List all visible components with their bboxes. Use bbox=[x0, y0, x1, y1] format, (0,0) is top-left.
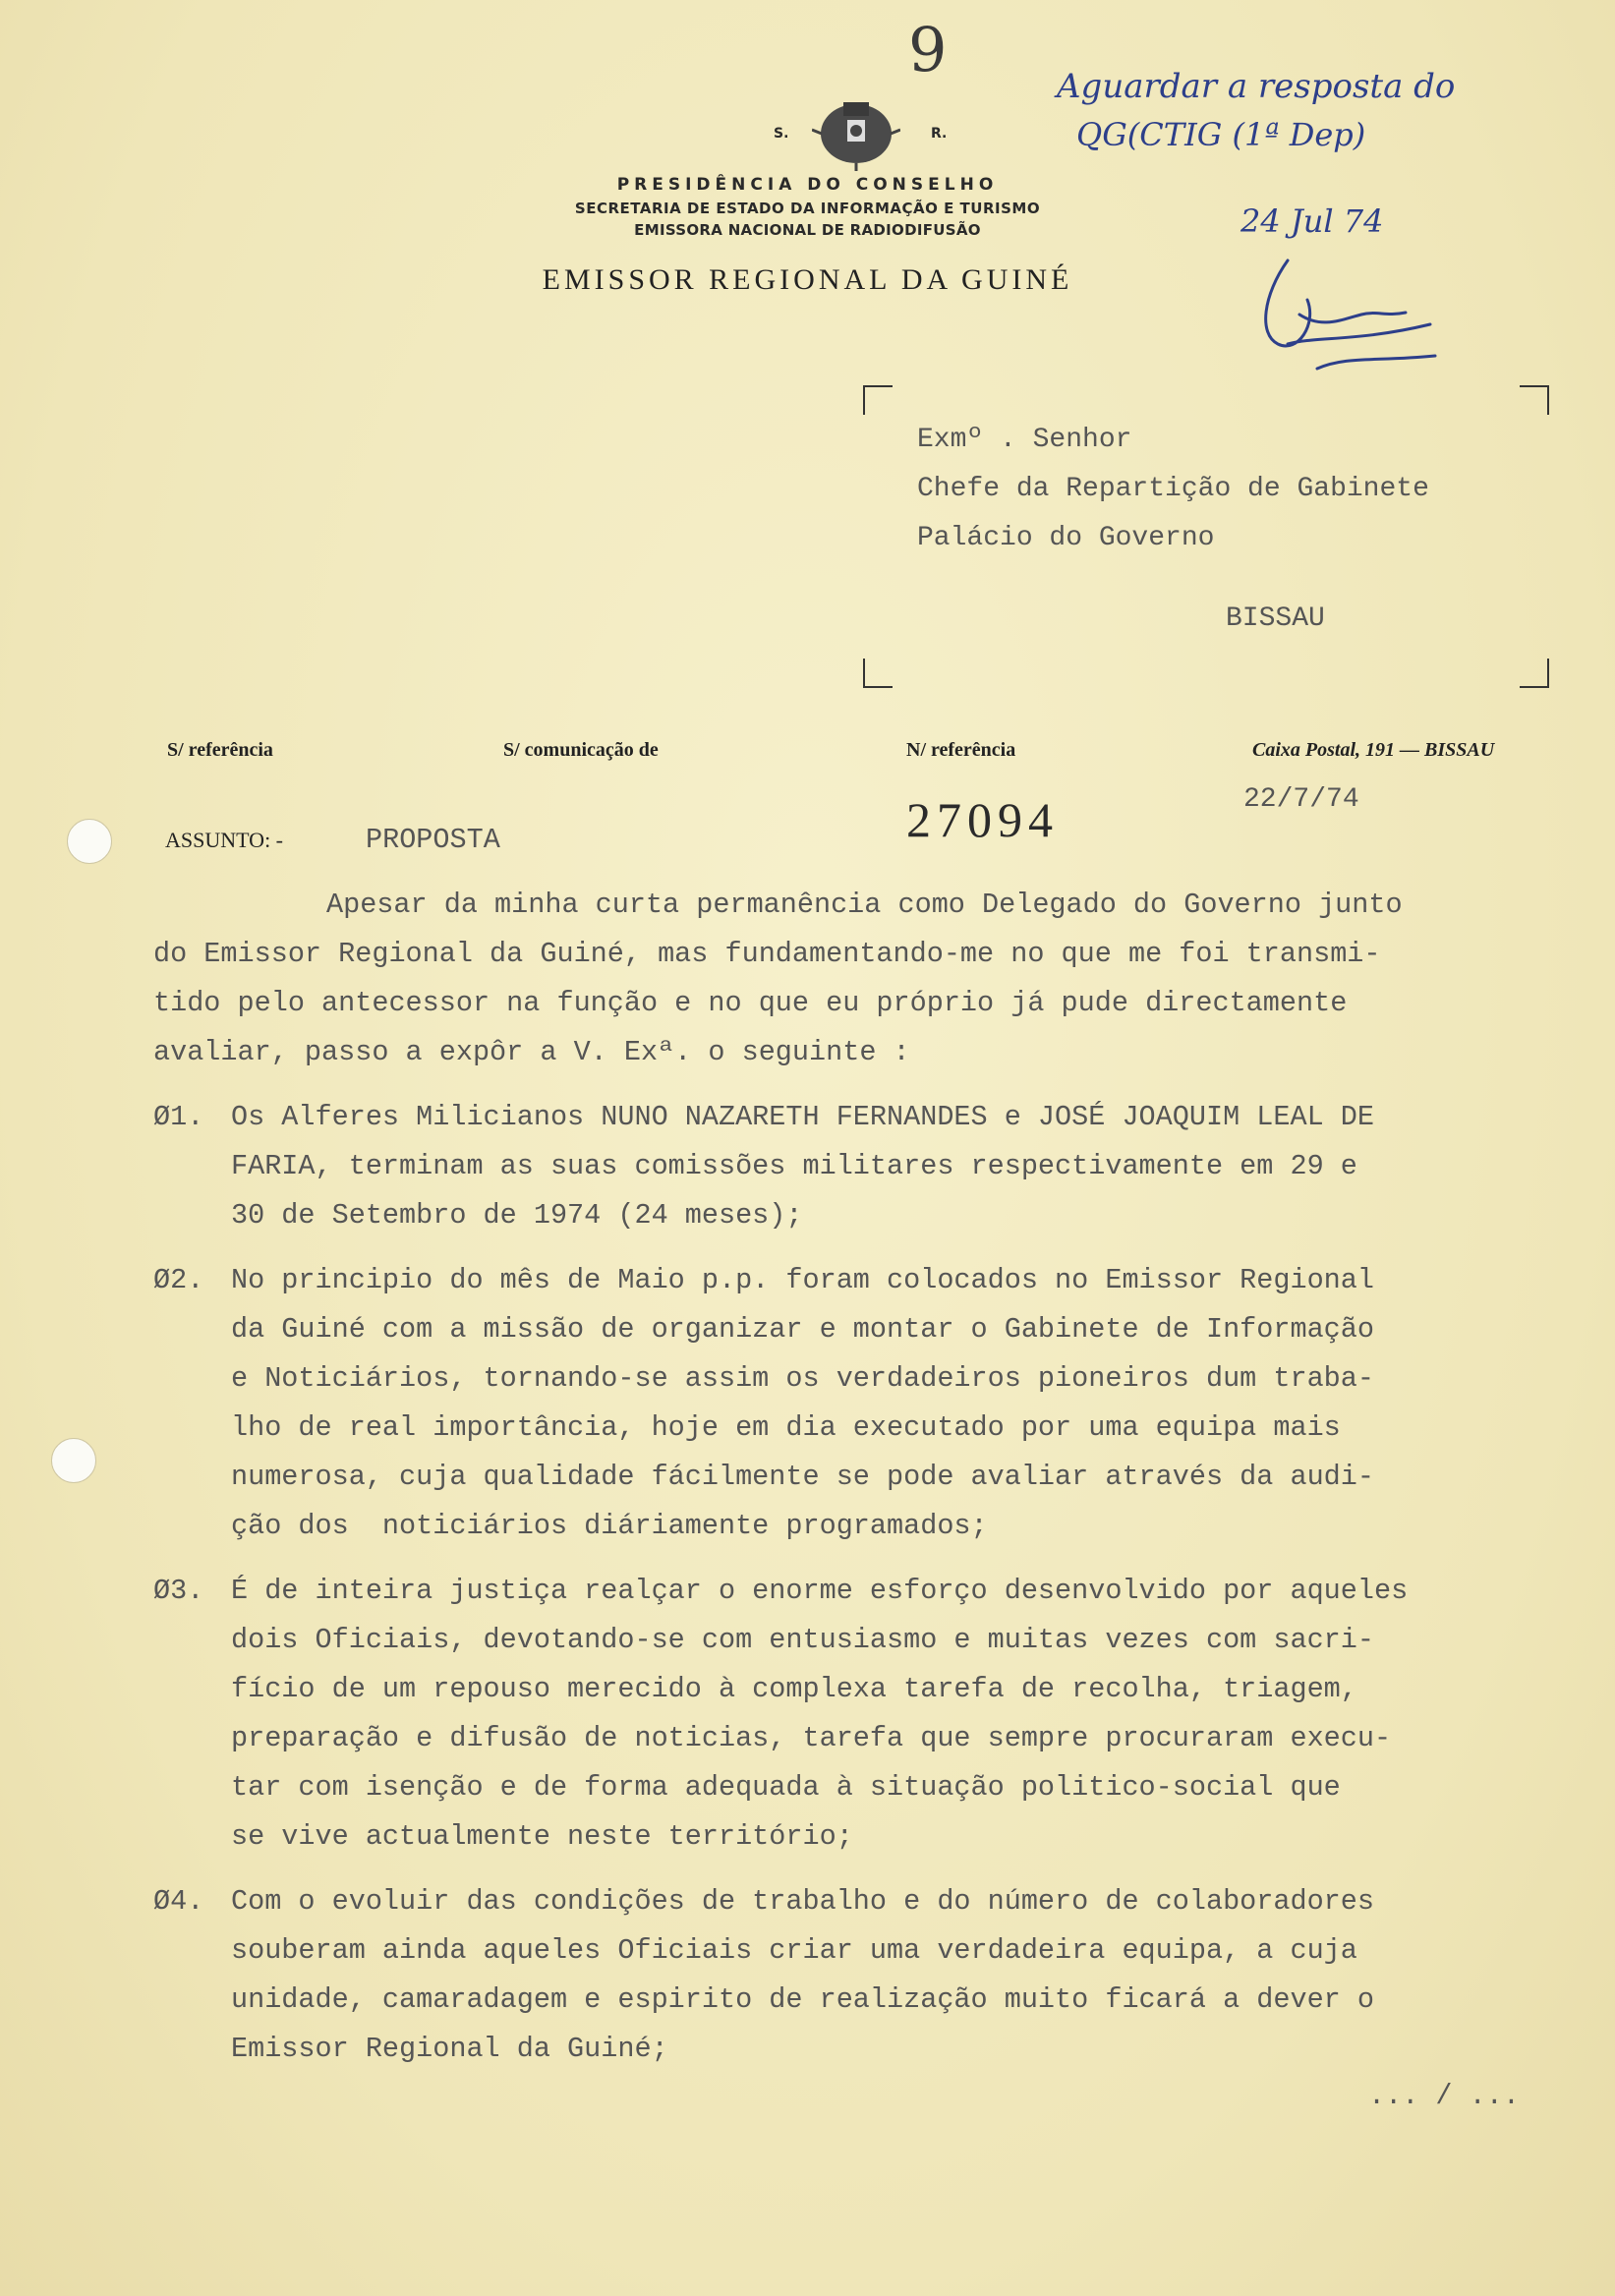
handwritten-note-line2: QG(CTIG (1ª Dep) bbox=[1076, 116, 1366, 153]
letterhead-r: R. bbox=[931, 126, 948, 142]
address-location: Palácio do Governo bbox=[917, 523, 1215, 553]
punch-hole-bottom bbox=[51, 1438, 96, 1483]
punch-hole-top bbox=[67, 819, 112, 864]
address-recipient: Chefe da Repartição de Gabinete bbox=[917, 474, 1429, 504]
item-3-line-1: É de inteira justiça realçar o enorme esforço desenvolvido por aqueles bbox=[231, 1575, 1409, 1607]
item-2-number: Ø2. bbox=[153, 1264, 204, 1296]
reference-number: 27094 bbox=[906, 792, 1059, 847]
letterhead-secretaria: SECRETARIA DE ESTADO DA INFORMAÇÃO E TURISMO bbox=[574, 200, 1041, 217]
item-4-line-2: souberam ainda aqueles Oficiais criar uma verdadeira equipa, a cuja bbox=[231, 1934, 1357, 1967]
intro-line-2: do Emissor Regional da Guiné, mas fundamentando-me no que me foi transmi- bbox=[153, 938, 1381, 970]
item-2-line-6: ção dos noticiários diáriamente programados; bbox=[231, 1510, 988, 1542]
assunto-value: PROPOSTA bbox=[366, 824, 500, 856]
item-4-number: Ø4. bbox=[153, 1885, 204, 1918]
address-corner-tr bbox=[1520, 385, 1549, 415]
item-4-line-3: unidade, camaradagem e espirito de realização muito ficará a dever o bbox=[231, 1983, 1374, 2016]
reference-date: 22/7/74 bbox=[1243, 784, 1359, 815]
letterhead-emissora: EMISSORA NACIONAL DE RADIODIFUSÃO bbox=[634, 221, 981, 239]
item-2-line-2: da Guiné com a missão de organizar e montar o Gabinete de Informação bbox=[231, 1313, 1374, 1346]
s-referencia-label: S/ referência bbox=[167, 739, 273, 761]
item-3-line-6: se vive actualmente neste território; bbox=[231, 1820, 853, 1853]
item-1-number: Ø1. bbox=[153, 1101, 204, 1133]
page-number-annotation: 9 bbox=[908, 14, 948, 86]
s-comunicacao-label: S/ comunicação de bbox=[503, 739, 659, 761]
item-3-line-4: preparação e difusão de noticias, tarefa que sempre procuraram execu- bbox=[231, 1722, 1392, 1754]
address-corner-br bbox=[1520, 659, 1549, 688]
handwritten-date: 24 Jul 74 bbox=[1240, 202, 1384, 240]
item-2-line-3: e Noticiários, tornando-se assim os verdadeiros pioneiros dum traba- bbox=[231, 1362, 1374, 1395]
intro-line-4: avaliar, passo a expôr a V. Exª. o seguinte : bbox=[153, 1036, 910, 1068]
continuation-marker: ... / ... bbox=[1368, 2080, 1520, 2112]
letterhead-s: S. bbox=[774, 126, 789, 142]
item-2-line-5: numerosa, cuja qualidade fácilmente se pode avaliar através da audi- bbox=[231, 1461, 1374, 1493]
letterhead-presidency: PRESIDÊNCIA DO CONSELHO bbox=[616, 175, 999, 195]
address-salutation: Exmº . Senhor bbox=[917, 425, 1132, 455]
item-3-line-3: fício de um repouso merecido à complexa tarefa de recolha, triagem, bbox=[231, 1673, 1357, 1705]
item-3-line-5: tar com isenção e de forma adequada à situação politico-social que bbox=[231, 1771, 1341, 1804]
item-4-line-1: Com o evoluir das condições de trabalho e do número de colaboradores bbox=[231, 1885, 1374, 1918]
item-3-line-2: dois Oficiais, devotando-se com entusiasmo e muitas vezes com sacri- bbox=[231, 1624, 1374, 1656]
item-1-line-3: 30 de Setembro de 1974 (24 meses); bbox=[231, 1199, 803, 1232]
item-3-number: Ø3. bbox=[153, 1575, 204, 1607]
item-2-line-4: lho de real importância, hoje em dia executado por uma equipa mais bbox=[231, 1411, 1341, 1444]
n-referencia-label: N/ referência bbox=[906, 739, 1016, 761]
address-corner-bl bbox=[863, 659, 893, 688]
item-1-line-2: FARIA, terminam as suas comissões militares respectivamente em 29 e bbox=[231, 1150, 1357, 1182]
letterhead-emissor-regional: EMISSOR REGIONAL DA GUINÉ bbox=[542, 263, 1073, 296]
caixa-postal-label: Caixa Postal, 191 — BISSAU bbox=[1252, 739, 1495, 761]
address-corner-tl bbox=[863, 385, 893, 415]
item-1-line-1: Os Alferes Milicianos NUNO NAZARETH FERNANDES e JOSÉ JOAQUIM LEAL DE bbox=[231, 1101, 1374, 1133]
item-2-line-1: No principio do mês de Maio p.p. foram colocados no Emissor Regional bbox=[231, 1264, 1374, 1296]
intro-line-3: tido pelo antecessor na função e no que eu próprio já pude directamente bbox=[153, 987, 1348, 1019]
assunto-label: ASSUNTO: - bbox=[165, 828, 284, 852]
intro-line-1: Apesar da minha curta permanência como Delegado do Governo junto bbox=[326, 889, 1403, 921]
item-4-line-4: Emissor Regional da Guiné; bbox=[231, 2033, 668, 2065]
coat-of-arms-emblem bbox=[812, 90, 900, 171]
handwritten-note-line1: Aguardar a resposta do bbox=[1057, 67, 1456, 106]
address-city: BISSAU bbox=[1226, 603, 1325, 634]
